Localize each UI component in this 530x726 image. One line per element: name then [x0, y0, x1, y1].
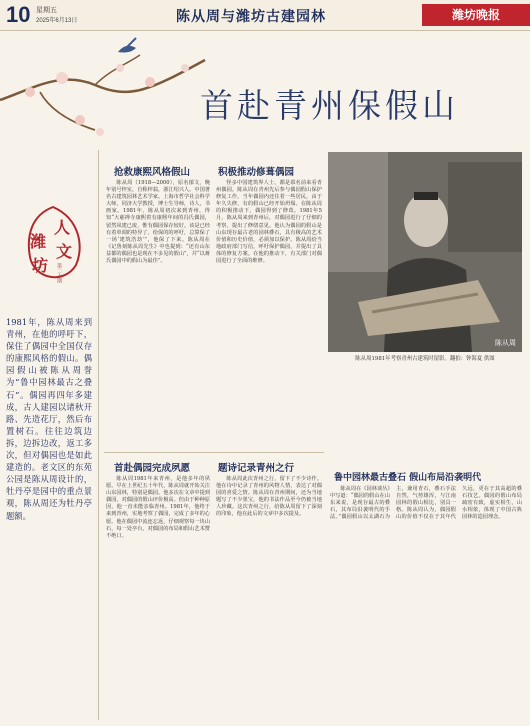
section-body-5: 陈从周在《园林谈丛》中写道：“偶园的假山在山东来说，是现存最古的叠石，其布局沿袭明代的手法。”偶园假山以太湖石为主，兼用青石，叠石手法自然，气势雄浑，与江南园林的假山相比，别具一格。陈从周认为，偶园假山的价值不仅在于其年代久远，更在于其高超的叠石技艺。偶园的假山布局疏密有致，虚实相生，山水相依，体现了中国古典园林的造园理念。 — [330, 486, 522, 521]
section-heading-1: 抢救康熙风格假山 — [114, 167, 191, 178]
header-title: 陈从周与潍坊古建园林 — [176, 9, 326, 25]
section-body-2: 怪多中国建筑界人士，都是慕名前来看青州偶园。陈从周在青州先后参与偶园假山保护修复工作。当年偶园内还住着一些居民，由于年久失修，有的假山已经开始坍塌。在陈从周的积极推动下，偶园得到了修葺。1981年5月，陈从周来到青州后，对偶园进行了仔细的考察，提出了修缮意见。他认为偶园的假山是山东现存最古老的园林叠石，具有极高的艺术价值和历史价值，必须加以保护。陈从周给当地政府部门写信，呼吁保护偶园，并提出了具体的修复方案。在他的推动下，有关部门对偶园进行了全面的维修。 — [216, 180, 322, 265]
seal-issue: 第二十期 — [56, 263, 62, 283]
seal-char-1: 人 — [54, 218, 71, 237]
photo-caption: 陈从周1981年考察青州古建筑时留影。翻拍：钟海夏 供图 — [355, 356, 495, 362]
section-body-4: 陈从周此次青州之行，留下了不少诗作。他在诗中记录了青州的风物人情，表达了对偶园的喜爱之情。陈从周在青州期间，还为当地题写了不少墨宝，他的书法作品至今仍被当地人珍藏。这次青州之行，给陈从周留下了深刻的印象，他在此后的文章中多次提及。 — [216, 476, 322, 518]
weekday: 星期五 — [36, 7, 57, 14]
section-body-1: 陈从周（1918—2000），原名郁文，晚年别号梓室，自称梓翁，浙江绍兴人。中国著名古建筑园林艺术学家。上海市哲学社会科学大师，同济大学教授，博士生导师，诗人，书画家。1981年，陈从周初次来到青州，得知“大慈禅寺康熙着有康熙年间的冯氏偶园，留然凤建已废，惟有偶园保存较好。该是已经有着单调的特异了，给保的的呼吁，总算保了一场‘建筑浩劫’”，他保了下来。陈从周在《记鲁刻陈从周先生》中也提到：“还有山东益都的偶园也是现在不多见的假山”，并“以蒋氏偶园中的假山为最佳”。 — [106, 180, 210, 265]
section-heading-5: 鲁中园林最古叠石 假山布局沿袭明代 — [334, 473, 482, 483]
newspaper-brand: 潍坊晚报 — [422, 4, 530, 26]
section-heading-2: 积极推动修葺偶园 — [218, 167, 295, 178]
blossom-branch-illustration — [0, 30, 220, 160]
seal-char-4: 坊 — [32, 256, 49, 275]
portrait-photo — [328, 152, 522, 352]
column-divider — [98, 150, 99, 720]
section-divider — [104, 452, 324, 453]
section-heading-4: 题诗记录青州之行 — [218, 463, 295, 474]
photo-name-label: 陈从周 — [495, 339, 516, 347]
main-title: 首赴青州保假山 — [200, 86, 459, 125]
seal-char-3: 文 — [56, 242, 73, 261]
page-number: 10 — [6, 2, 31, 27]
section-heading-3: 首赴偶园完成夙愿 — [114, 463, 191, 474]
issue-date: 2025年6月13日 — [36, 18, 78, 24]
seal-char-2: 潍 — [30, 232, 47, 251]
section-body-3: 陈从周1981年来青州，是他多年的夙愿。早在上世纪五十年代，陈从周就开始关注山东园林，特别是偶园。他多次在文章中提到偶园，对偶园的假山评价极高。但由于种种原因，他一直未能亲临青州。1981年，他终于来到青州，实地考察了偶园，完成了多年的心愿。他在偶园中流连忘返，仔细观察每一块山石，每一处亭台，对偶园的布局和假山艺术赞不绝口。 — [106, 476, 210, 539]
page-header — [0, 0, 530, 31]
column-seal — [24, 205, 82, 287]
intro-text: 1981年，陈从周来到青州，在他的呼吁下，保住了偶园中全国仅存的康熙风格的假山。偶园假山被陈从周誉为“鲁中园林最古之叠石”。偶园再四年多建成，古人建园以诸秋开路、先造花厅，然后布置树石。往往边筑边拆，边拆边改，返工多次，但对偶园也是如此建造的。老文区的东苑公园是陈从周设计的，牡丹亭是园中的重点景观，陈从周还为牡丹亭题额。 — [6, 317, 92, 521]
